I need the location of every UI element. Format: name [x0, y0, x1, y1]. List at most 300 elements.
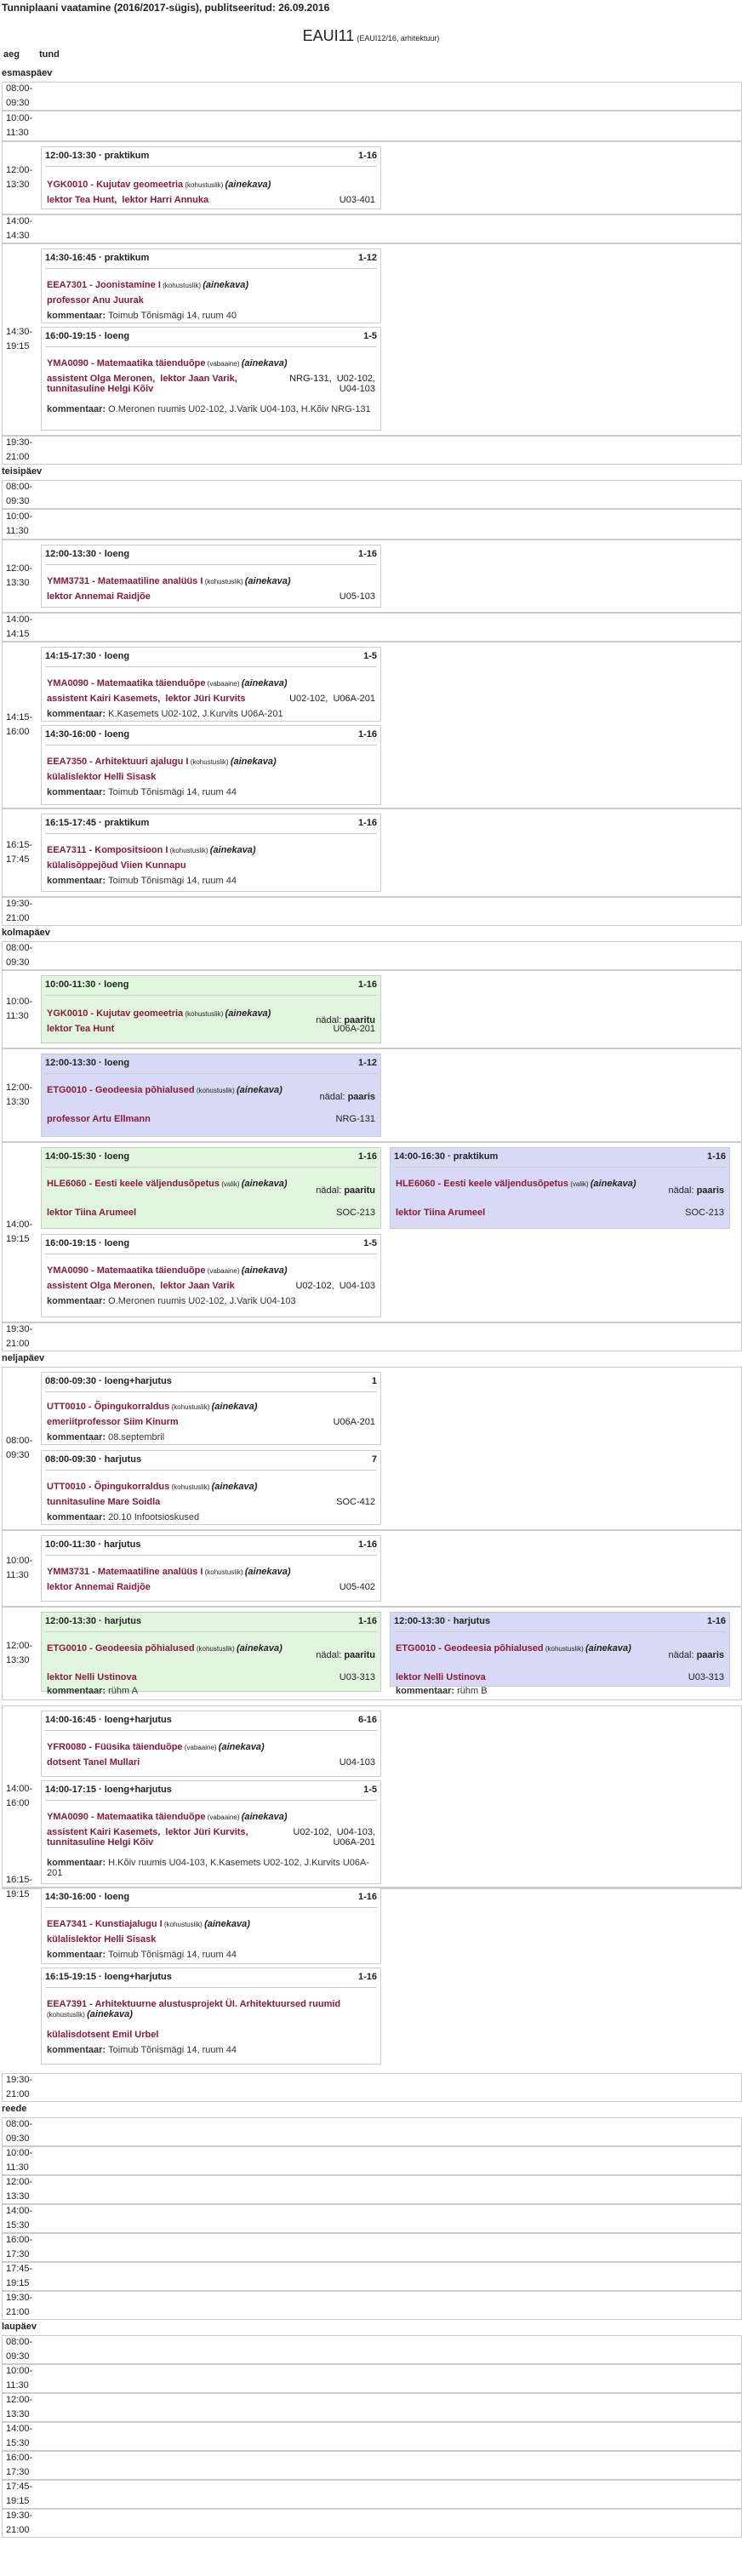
- divider: [45, 346, 377, 347]
- lesson-card[interactable]: [41, 1147, 381, 1229]
- divider: [394, 1631, 726, 1632]
- day-label-thu: neljapäev: [2, 1353, 45, 1363]
- lesson-header: [45, 1715, 377, 1725]
- time-label: 12:00- 13:30: [6, 1641, 33, 1665]
- divider: [45, 564, 377, 565]
- course-type: (kohustuslik): [188, 758, 231, 766]
- teachers[interactable]: [47, 195, 375, 205]
- teachers[interactable]: [396, 1208, 724, 1218]
- lesson-header: [45, 1454, 377, 1465]
- time-label: 08:00- 09:30: [6, 482, 33, 506]
- teacher-names[interactable]: külalisdotsent Emil Urbel: [47, 2030, 159, 2040]
- teacher-names[interactable]: külalislektor Helli Sisask: [47, 1934, 157, 1945]
- lesson-header: [45, 1238, 377, 1248]
- comment: [47, 1858, 375, 1878]
- course-name[interactable]: [47, 757, 375, 767]
- teachers[interactable]: [47, 860, 375, 871]
- comment-label: kommentaar:: [47, 404, 109, 414]
- time-slot: [2, 2233, 742, 2262]
- room: U06A-201: [333, 1417, 375, 1427]
- lesson-time: 16:00-19:15 · loeng: [45, 1238, 130, 1248]
- teachers[interactable]: [47, 2030, 375, 2040]
- course-title[interactable]: YFR0080 - Füüsika täienduõpe: [47, 1742, 183, 1752]
- comment-label: kommentaar:: [47, 1858, 109, 1868]
- day-label-wed: kolmapäev: [2, 928, 50, 938]
- comment-text: 08.septembril: [108, 1432, 165, 1442]
- syllabus-link[interactable]: (ainekava): [241, 1179, 288, 1189]
- course-title[interactable]: HLE6060 - Eesti keele väljendusõpetus: [47, 1179, 220, 1189]
- lesson-weeks: 1-16: [357, 818, 377, 828]
- course-title[interactable]: UTT0010 - Õpingukorraldus: [47, 1482, 170, 1492]
- lesson-header: [45, 1151, 377, 1162]
- room: U03-401: [339, 195, 375, 205]
- room: U05-103: [339, 591, 375, 602]
- teacher-names[interactable]: assistent Olga Meronen, lektor Jaan Varik, tunnitasuline Helgi Kõiv: [47, 374, 237, 394]
- week-parity-value: paaris: [347, 1092, 375, 1102]
- comment-label: kommentaar:: [47, 1950, 109, 1960]
- lesson-header: [45, 818, 377, 828]
- group-code: EAUI11: [302, 27, 355, 44]
- lesson-card[interactable]: [41, 814, 381, 892]
- course-title[interactable]: YMA0090 - Matemaatika täienduõpe: [47, 678, 206, 688]
- teacher-names[interactable]: professor Artu Ellmann: [47, 1114, 151, 1124]
- time-label: 10:00- 11:30: [6, 113, 33, 138]
- comment: [47, 1296, 375, 1306]
- lesson-time: 10:00-11:30 · loeng: [45, 980, 129, 990]
- course-title[interactable]: YGK0010 - Kujutav geomeetria: [47, 1008, 184, 1019]
- lesson-header: [45, 729, 377, 740]
- lesson-card[interactable]: [41, 1711, 381, 1777]
- room: U03-313: [688, 1672, 724, 1682]
- comment-text: 20.10 Infootsioskused: [108, 1512, 200, 1522]
- course-name[interactable]: [47, 280, 375, 290]
- divider: [45, 995, 377, 996]
- lesson-header: [394, 1616, 726, 1626]
- lesson-card[interactable]: [41, 1372, 381, 1445]
- course-title[interactable]: YGK0010 - Kujutav geomeetria: [47, 180, 184, 190]
- course-name[interactable]: [47, 1265, 375, 1276]
- teacher-names[interactable]: lektor Annemai Raidjõe: [47, 1582, 151, 1592]
- comment-text: Toimub Tõnismägi 14, ruum 44: [108, 787, 237, 797]
- time-slot: [2, 2480, 742, 2509]
- lesson-card[interactable]: [41, 647, 381, 722]
- comment-label: kommentaar:: [47, 876, 109, 886]
- time-slot: [2, 2393, 742, 2422]
- lesson-time: 12:00-13:30 · harjutus: [45, 1616, 142, 1626]
- course-type: (vabaaine): [182, 1744, 219, 1751]
- lesson-card[interactable]: [41, 1888, 381, 1964]
- time-label: 16:00- 17:30: [6, 2453, 33, 2477]
- divider: [394, 1167, 726, 1168]
- course-name[interactable]: [47, 1482, 375, 1492]
- course-name[interactable]: [47, 180, 375, 190]
- course-title[interactable]: ETG0010 - Geodeesia põhialused: [47, 1085, 195, 1095]
- lesson-card[interactable]: [41, 1968, 381, 2065]
- comment: [396, 1686, 724, 1696]
- lesson-time: 14:30-16:00 · loeng: [45, 729, 130, 740]
- room: SOC-213: [685, 1208, 724, 1218]
- teachers[interactable]: [47, 591, 375, 602]
- course-title[interactable]: ETG0010 - Geodeesia põhialused: [396, 1643, 544, 1654]
- teacher-names[interactable]: lektor Annemai Raidjõe: [47, 591, 151, 602]
- lesson-weeks: 1-5: [363, 1238, 377, 1248]
- teachers[interactable]: [47, 1934, 375, 1945]
- syllabus-link[interactable]: (ainekava): [590, 1179, 636, 1189]
- teacher-names[interactable]: dotsent Tanel Mullari: [47, 1757, 140, 1768]
- lesson-card[interactable]: [41, 146, 381, 209]
- time-slot: [2, 2291, 742, 2320]
- lesson-card[interactable]: [41, 1450, 381, 1525]
- comment-label: kommentaar:: [396, 1686, 458, 1696]
- syllabus-link[interactable]: (ainekava): [241, 678, 288, 688]
- room: NRG-131, U02-102, U04-103: [289, 374, 375, 394]
- divider: [45, 1555, 377, 1556]
- teachers[interactable]: [47, 1757, 375, 1768]
- time-label: 14:00- 14:30: [6, 216, 33, 241]
- teachers[interactable]: [396, 1672, 724, 1682]
- teacher-names[interactable]: lektor Tea Hunt: [47, 1024, 115, 1034]
- teacher-names[interactable]: lektor Tiina Arumeel: [47, 1208, 137, 1218]
- course-type: (kohustuslik): [203, 1568, 245, 1576]
- teacher-names[interactable]: professor Anu Juurak: [47, 295, 144, 306]
- time-label: 16:15- 17:45: [6, 840, 33, 865]
- lesson-time: 16:00-19:15 · loeng: [45, 331, 130, 341]
- lesson-header: [394, 1151, 726, 1162]
- course-name[interactable]: [47, 1085, 375, 1102]
- course-type: (vabaaine): [205, 360, 242, 368]
- syllabus-link[interactable]: (ainekava): [203, 280, 249, 290]
- lesson-card[interactable]: [390, 1147, 730, 1229]
- lesson-weeks: 1-12: [357, 1058, 377, 1068]
- divider: [45, 1800, 377, 1801]
- room: U06A-201: [333, 1024, 375, 1034]
- time-slot: [2, 2509, 742, 2538]
- course-name[interactable]: [47, 1812, 375, 1822]
- time-label: 14:00- 15:30: [6, 2206, 33, 2230]
- time-label: 19:30- 21:00: [6, 2075, 33, 2099]
- lesson-weeks: 1-16: [357, 1972, 377, 1982]
- course-name[interactable]: [47, 1402, 375, 1412]
- teachers[interactable]: [47, 1497, 375, 1507]
- lesson-weeks: 1-16: [357, 980, 377, 990]
- day-label-tue: teisipäev: [2, 466, 43, 477]
- lesson-time: 12:00-13:30 · loeng: [45, 1058, 130, 1068]
- lesson-card[interactable]: [41, 1780, 381, 1884]
- lesson-weeks: 7: [371, 1454, 377, 1465]
- divider: [45, 268, 377, 269]
- week-parity: nädal: paaritu: [316, 1650, 375, 1660]
- time-slot: [2, 2262, 742, 2291]
- comment-text: O.Meronen ruumis U02-102, J.Varik U04-103: [108, 1296, 296, 1306]
- course-name[interactable]: [396, 1643, 724, 1660]
- room: U02-102, U04-103, U06A-201: [293, 1827, 375, 1848]
- time-label: 12:00- 13:30: [6, 165, 33, 190]
- time-label: 14:00- 15:30: [6, 2424, 33, 2448]
- course-title[interactable]: ETG0010 - Geodeesia põhialused: [47, 1643, 195, 1654]
- time-slot: [2, 82, 742, 111]
- time-slot: [2, 509, 742, 540]
- lesson-time: 08:00-09:30 · harjutus: [45, 1454, 142, 1465]
- comment-text: H.Kõiv ruumis U04-103, K.Kasemets U02-102, J.Kurvits U06A-201: [47, 1858, 370, 1878]
- teacher-names[interactable]: tunnitasuline Mare Soidla: [47, 1497, 161, 1507]
- group-sub: (EAUI12/16, arhitektuur): [357, 34, 440, 43]
- lesson-card[interactable]: [41, 545, 381, 608]
- time-label: 10:00- 11:30: [6, 2148, 33, 2173]
- course-name[interactable]: [47, 358, 375, 368]
- lesson-card[interactable]: [41, 1054, 381, 1137]
- col-hour-header: tund: [39, 49, 60, 60]
- comment-label: kommentaar:: [47, 1512, 109, 1522]
- time-slot: [2, 2117, 742, 2146]
- teacher-names[interactable]: külalislektor Helli Sisask: [47, 772, 157, 782]
- time-slot: [2, 613, 742, 642]
- comment-label: kommentaar:: [47, 1432, 109, 1442]
- time-label: 14:30- 19:15: [6, 327, 33, 351]
- time-label: 08:00- 09:30: [6, 943, 33, 968]
- lesson-weeks: 6-16: [357, 1715, 377, 1725]
- time-slot: [2, 2175, 742, 2204]
- teachers[interactable]: [47, 1281, 375, 1291]
- teachers[interactable]: [47, 1417, 375, 1427]
- course-title[interactable]: YMA0090 - Matemaatika täienduõpe: [47, 358, 206, 368]
- syllabus-link[interactable]: (ainekava): [211, 1482, 258, 1492]
- time-label: 19:30- 21:00: [6, 2293, 33, 2317]
- syllabus-link[interactable]: (ainekava): [585, 1643, 631, 1654]
- teachers[interactable]: [47, 1024, 375, 1034]
- lesson-card[interactable]: [41, 975, 381, 1043]
- course-type: (kohustuslik): [194, 1645, 237, 1653]
- time-slot: [2, 941, 742, 970]
- comment: [47, 2045, 375, 2055]
- syllabus-link[interactable]: (ainekava): [241, 1812, 288, 1822]
- lesson-time: 16:15-17:45 · praktikum: [45, 818, 150, 828]
- course-type: (kohustuslik): [203, 578, 245, 585]
- course-title[interactable]: EEA7391 - Arhitektuurne alustusprojekt ÜI. Arhitektuursed ruumid: [47, 1999, 341, 2009]
- teacher-names[interactable]: lektor Tiina Arumeel: [396, 1208, 486, 1218]
- time-label: 17:45- 19:15: [6, 2482, 33, 2506]
- course-name[interactable]: [47, 1643, 375, 1660]
- lesson-weeks: 1-5: [363, 331, 377, 341]
- course-title[interactable]: EEA7350 - Arhitektuuri ajalugu I: [47, 757, 189, 767]
- teacher-names[interactable]: emeriitprofessor Siim Kinurm: [47, 1417, 179, 1427]
- course-name[interactable]: [47, 845, 375, 855]
- teacher-names[interactable]: assistent Kairi Kasemets, lektor Jüri Kurvits, tunnitasuline Helgi Kõiv: [47, 1827, 248, 1848]
- time-slot: [2, 1322, 742, 1351]
- syllabus-link[interactable]: (ainekava): [204, 1919, 250, 1929]
- comment: [47, 1432, 375, 1442]
- divider: [45, 166, 377, 167]
- teachers[interactable]: [47, 1672, 375, 1682]
- time-slot: [2, 111, 742, 141]
- course-title[interactable]: HLE6060 - Eesti keele väljendusõpetus: [396, 1179, 568, 1189]
- teachers[interactable]: [47, 1827, 375, 1848]
- divider: [45, 1631, 377, 1632]
- time-label: 16:15- 19:15: [6, 1875, 33, 1899]
- syllabus-link[interactable]: (ainekava): [241, 1265, 288, 1276]
- teacher-names[interactable]: lektor Nelli Ustinova: [47, 1672, 137, 1682]
- course-name[interactable]: [47, 576, 375, 586]
- time-label: 08:00- 09:30: [6, 1436, 33, 1460]
- syllabus-link[interactable]: (ainekava): [236, 1643, 283, 1654]
- time-slot: [2, 2364, 742, 2393]
- divider: [45, 1907, 377, 1908]
- teachers[interactable]: [47, 772, 375, 782]
- syllabus-link[interactable]: (ainekava): [218, 1742, 265, 1752]
- course-title[interactable]: EEA7311 - Kompositsioon I: [47, 845, 168, 855]
- room: U05-402: [339, 1582, 375, 1592]
- course-name[interactable]: [47, 678, 375, 688]
- lesson-time: 14:00-17:15 · loeng+harjutus: [45, 1785, 172, 1795]
- lesson-weeks: 1-5: [363, 1785, 377, 1795]
- time-slot: [2, 897, 742, 926]
- course-title[interactable]: EEA7301 - Joonistamine I: [47, 280, 161, 290]
- comment-label: kommentaar:: [47, 311, 109, 321]
- course-title[interactable]: UTT0010 - Õpingukorraldus: [47, 1402, 170, 1412]
- course-type: (valik): [219, 1180, 242, 1188]
- course-name[interactable]: [47, 1567, 375, 1577]
- syllabus-link[interactable]: (ainekava): [244, 576, 291, 586]
- lesson-header: [45, 1892, 377, 1902]
- time-label: 14:00- 16:00: [6, 1784, 33, 1808]
- time-label: 08:00- 09:30: [6, 2337, 33, 2362]
- lesson-header: [45, 331, 377, 341]
- time-label: 10:00- 11:30: [6, 1556, 33, 1580]
- syllabus-link[interactable]: (ainekava): [87, 2009, 133, 2019]
- lesson-time: 14:15-17:30 · loeng: [45, 651, 130, 661]
- comment-text: O.Meronen ruumis U02-102, J.Varik U04-103, H.Kõiv NRG-131: [108, 404, 371, 414]
- teachers[interactable]: [47, 374, 375, 394]
- time-label: 14:00- 14:15: [6, 614, 33, 639]
- week-parity-value: paaritu: [344, 1650, 375, 1660]
- lesson-card[interactable]: [41, 1234, 381, 1317]
- divider: [45, 1167, 377, 1168]
- teacher-names[interactable]: lektor Nelli Ustinova: [396, 1672, 486, 1682]
- time-label: 19:30- 21:00: [6, 437, 33, 462]
- comment-label: kommentaar:: [47, 1296, 109, 1306]
- lesson-card[interactable]: [390, 1612, 730, 1696]
- teacher-names[interactable]: lektor Tea Hunt, lektor Harri Annuka: [47, 195, 209, 205]
- course-name[interactable]: [396, 1179, 724, 1196]
- comment: [47, 787, 375, 797]
- time-label: 12:00- 13:30: [6, 1082, 33, 1107]
- syllabus-link[interactable]: (ainekava): [225, 180, 271, 190]
- teacher-names[interactable]: assistent Olga Meronen, lektor Jaan Varik: [47, 1281, 235, 1291]
- time-label: 10:00- 11:30: [6, 997, 33, 1021]
- course-title[interactable]: YMA0090 - Matemaatika täienduõpe: [47, 1812, 206, 1822]
- lesson-weeks: 1-5: [363, 651, 377, 661]
- course-type: (vabaaine): [205, 1813, 242, 1821]
- lesson-card[interactable]: [41, 1535, 381, 1602]
- week-parity-value: paaritu: [344, 1015, 375, 1025]
- comment-text: rühm B: [457, 1686, 488, 1696]
- comment-text: K.Kasemets U02-102, J.Kurvits U06A-201: [108, 709, 283, 719]
- time-slot: [2, 2451, 742, 2480]
- divider: [45, 1987, 377, 1988]
- lesson-weeks: 1-16: [357, 1616, 377, 1626]
- lesson-time: 12:00-13:30 · harjutus: [394, 1616, 491, 1626]
- divider: [45, 1391, 377, 1392]
- lesson-weeks: 1-16: [357, 151, 377, 161]
- day-label-mon: esmaspäev: [2, 68, 53, 78]
- syllabus-link[interactable]: (ainekava): [209, 845, 256, 855]
- course-name[interactable]: [47, 1919, 375, 1929]
- time-slot: [2, 480, 742, 509]
- time-slot: [2, 2073, 742, 2102]
- course-name[interactable]: [47, 1742, 375, 1752]
- lesson-card[interactable]: [41, 327, 381, 431]
- course-title[interactable]: YMA0090 - Matemaatika täienduõpe: [47, 1265, 206, 1276]
- time-label: 08:00- 09:30: [6, 83, 33, 108]
- divider: [45, 1073, 377, 1074]
- lesson-card[interactable]: [41, 248, 381, 323]
- time-label: 10:00- 11:30: [6, 511, 33, 536]
- lesson-time: 14:00-15:30 · loeng: [45, 1151, 130, 1162]
- comment-label: kommentaar:: [47, 1686, 109, 1696]
- comment-text: rühm A: [108, 1686, 138, 1696]
- lesson-time: 14:00-16:30 · praktikum: [394, 1151, 499, 1162]
- syllabus-link[interactable]: (ainekava): [230, 757, 277, 767]
- course-name[interactable]: [47, 1008, 375, 1025]
- course-type: (kohustuslik): [543, 1645, 585, 1653]
- lesson-weeks: 1-16: [357, 1151, 377, 1162]
- lesson-header: [45, 1972, 377, 1982]
- lesson-weeks: 1-16: [706, 1151, 726, 1162]
- course-type: (valik): [568, 1180, 591, 1188]
- syllabus-link[interactable]: (ainekava): [241, 358, 288, 368]
- syllabus-link[interactable]: (ainekava): [225, 1008, 271, 1019]
- lesson-weeks: 1: [371, 1376, 377, 1386]
- lesson-header: [45, 1539, 377, 1550]
- syllabus-link[interactable]: (ainekava): [211, 1402, 258, 1412]
- teachers[interactable]: [47, 1114, 375, 1124]
- page-title: [0, 27, 742, 45]
- comment: [47, 404, 375, 414]
- time-label: 10:00- 11:30: [6, 2366, 33, 2390]
- teacher-names[interactable]: külalisõppejõud Viien Kunnapu: [47, 860, 186, 871]
- comment-label: kommentaar:: [47, 2045, 109, 2055]
- comment: [47, 1950, 375, 1960]
- course-title[interactable]: EEA7341 - Kunstiajalugu I: [47, 1919, 163, 1929]
- lesson-time: 10:00-11:30 · harjutus: [45, 1539, 141, 1550]
- course-name[interactable]: [47, 1179, 375, 1196]
- lesson-card[interactable]: [41, 725, 381, 805]
- course-name[interactable]: [47, 1999, 375, 2019]
- time-label: 19:30- 21:00: [6, 1324, 33, 1349]
- lesson-header: [45, 980, 377, 990]
- syllabus-link[interactable]: (ainekava): [244, 1567, 291, 1577]
- syllabus-link[interactable]: (ainekava): [236, 1085, 283, 1095]
- course-type: (kohustuslik): [168, 847, 210, 854]
- lesson-time: 14:30-16:45 · praktikum: [45, 253, 150, 263]
- lesson-time: 12:00-13:30 · praktikum: [45, 151, 150, 161]
- time-slot: [2, 2422, 742, 2451]
- teacher-names[interactable]: assistent Kairi Kasemets, lektor Jüri Kurvits: [47, 694, 246, 704]
- teachers[interactable]: [47, 295, 375, 306]
- week-parity: nädal: paaris: [319, 1092, 375, 1102]
- teachers[interactable]: [47, 1582, 375, 1592]
- week-parity: nädal: paaris: [668, 1650, 724, 1660]
- course-title[interactable]: YMM3731 - Matemaatiline analüüs I: [47, 576, 203, 586]
- course-title[interactable]: YMM3731 - Matemaatiline analüüs I: [47, 1567, 203, 1577]
- comment-text: Toimub Tõnismägi 14, ruum 44: [108, 2045, 237, 2055]
- course-type: (vabaaine): [205, 680, 242, 688]
- course-type: (kohustuslik): [169, 1403, 212, 1411]
- lesson-card[interactable]: [41, 1612, 381, 1696]
- time-label: 08:00- 09:30: [6, 2119, 33, 2144]
- teachers[interactable]: [47, 694, 375, 704]
- lesson-time: 14:00-16:45 · loeng+harjutus: [45, 1715, 172, 1725]
- teachers[interactable]: [47, 1208, 375, 1218]
